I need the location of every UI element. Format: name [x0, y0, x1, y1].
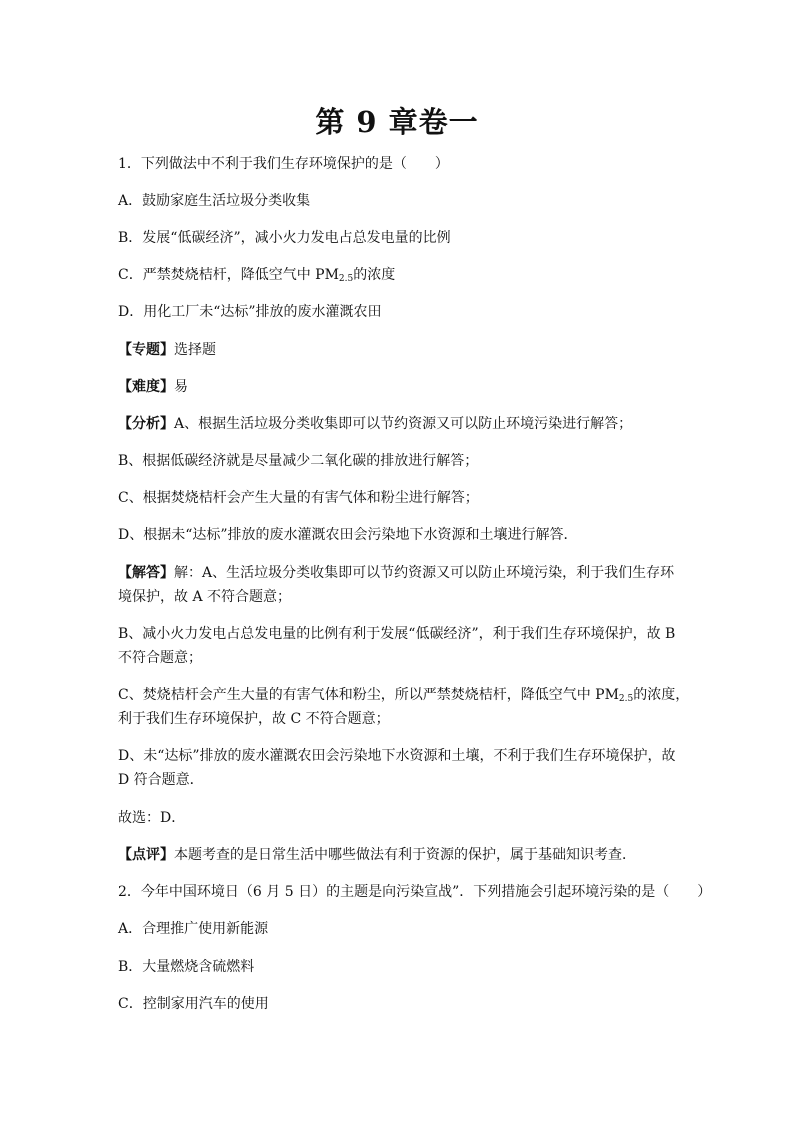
comment-tag: 【点评】 — [118, 847, 174, 863]
answer-line-a2: 境保护，故 A 不符合题意； — [118, 589, 292, 605]
analysis-line-b: B、根据低碳经济就是尽量减少二氧化碳的排放进行解答； — [118, 453, 479, 469]
analysis-a-text: A、根据生活垃圾分类收集即可以节约资源又可以防止环境污染进行解答； — [174, 416, 633, 432]
answer-tag: 【解答】 — [118, 565, 174, 581]
difficulty-tag: 【难度】 — [118, 379, 174, 395]
analysis-line-c: C、根据焚烧桔杆会产生大量的有害气体和粉尘进行解答； — [118, 490, 479, 506]
answer-line-d2: D 符合题意． — [118, 772, 204, 788]
answer-line-c2: 利于我们生存环境保护，故 C 不符合题意； — [118, 711, 390, 727]
question-1-option-b: B．发展“低碳经济”，减小火力发电占总发电量的比例 — [118, 230, 451, 246]
choice-line: 故选：D． — [118, 810, 186, 826]
difficulty-line — [118, 375, 688, 399]
answer-line-c1 — [118, 683, 688, 707]
topic-value: 选择题 — [174, 342, 216, 358]
answer-c1-text-end: 的浓度， — [633, 687, 690, 703]
answer-c1-text: C、焚烧桔杆会产生大量的有害气体和粉尘，所以严禁焚烧桔杆，降低空气中 PM — [118, 687, 619, 703]
topic-line — [118, 338, 688, 362]
option-c-text: C．严禁焚烧桔杆，降低空气中 PM — [118, 267, 339, 283]
question-1-option-a: A．鼓励家庭生活垃圾分类收集 — [118, 193, 311, 209]
analysis-tag: 【分析】 — [118, 416, 174, 432]
analysis-line-a — [118, 412, 688, 436]
topic-tag: 【专题】 — [118, 342, 174, 358]
analysis-line-d: D、根据未“达标”排放的废水灌溉农田会污染地下水资源和土壤进行解答． — [118, 527, 578, 543]
comment-text: 本题考查的是日常生活中哪些做法有利于资源的保护，属于基础知识考查． — [174, 847, 636, 863]
comment-line — [118, 843, 688, 867]
answer-line-d1: D、未“达标”排放的废水灌溉农田会污染地下水资源和土壤，不利于我们生存环境保护，故 — [118, 748, 676, 764]
pm-subscript: 2.5 — [618, 694, 634, 704]
question-2-option-b: B．大量燃烧含硫燃料 — [118, 959, 255, 975]
page-title: 第 9 章卷一 — [315, 105, 479, 139]
question-1-option-c — [118, 263, 688, 287]
difficulty-value: 易 — [174, 379, 188, 395]
question-2-option-a: A．合理推广使用新能源 — [118, 921, 269, 937]
answer-line-b2: 不符合题意； — [118, 650, 202, 666]
pm-subscript: 2.5 — [338, 274, 354, 284]
answer-line-b1: B、减小火力发电占总发电量的比例有利于发展“低碳经济”，利于我们生存环境保护，故 B — [118, 626, 676, 642]
answer-line-a1 — [118, 561, 688, 585]
option-c-text-end: 的浓度 — [353, 267, 396, 283]
question-1-option-d: D．用化工厂未“达标”排放的废水灌溉农田 — [118, 304, 382, 320]
question-2-stem: 2．今年中国环境日（6 月 5 日）的主题是向污染宣战”．下列措施会引起环境污染的是（ ） — [118, 884, 712, 900]
question-2-option-c: C．控制家用汽车的使用 — [118, 996, 269, 1012]
question-1-stem: 1．下列做法中不利于我们生存环境保护的是（ ） — [118, 156, 449, 172]
answer-a1-text: 解：A、生活垃圾分类收集即可以节约资源又可以防止环境污染，利于我们生存环 — [174, 565, 675, 581]
